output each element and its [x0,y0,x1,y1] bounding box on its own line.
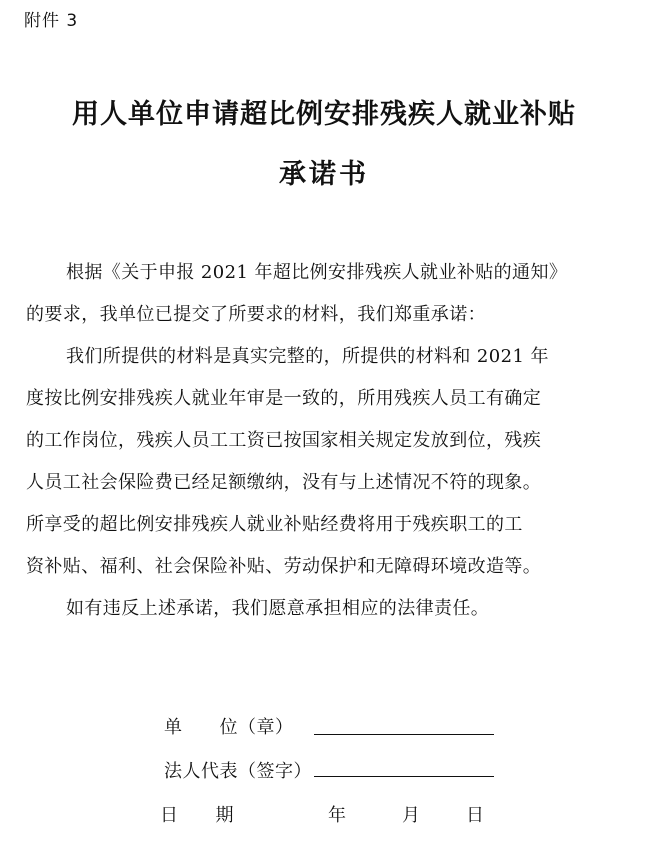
unit-seal-line[interactable] [314,734,494,735]
body-line-6: 人员工社会保险费已经足额缴纳，没有与上述情况不符的现象。 [26,472,542,493]
date-label: 日 期 [160,805,234,826]
legal-rep-label: 法人代表（签字） [164,761,312,782]
body-line-3: 我们所提供的材料是真实完整的，所提供的材料和 2021 年 [66,346,549,367]
year-label: 年 [328,805,347,826]
document-title: 用人单位申请超比例安排残疾人就业补贴 [72,99,576,130]
document-subtitle: 承诺书 [279,159,369,190]
month-label: 月 [402,805,421,826]
body-line-7: 所享受的超比例安排残疾人就业补贴经费将用于残疾职工的工 [26,514,523,535]
body-line-1: 根据《关于申报 2021 年超比例安排残疾人就业补贴的通知》 [66,262,568,283]
body-line-9: 如有违反上述承诺，我们愿意承担相应的法律责任。 [66,598,490,619]
day-label: 日 [466,805,485,826]
attachment-label: 附件 3 [24,11,79,31]
body-line-8: 资补贴、福利、社会保险补贴、劳动保护和无障碍环境改造等。 [26,556,542,577]
body-line-2: 的要求，我单位已提交了所要求的材料，我们郑重承诺： [26,304,486,325]
body-line-5: 的工作岗位，残疾人员工工资已按国家相关规定发放到位，残疾 [26,430,542,451]
legal-rep-signature-line[interactable] [314,776,494,777]
unit-seal-label: 单 位（章） [164,717,294,738]
body-line-4: 度按比例安排残疾人就业年审是一致的，所用残疾人员工有确定 [26,388,542,409]
